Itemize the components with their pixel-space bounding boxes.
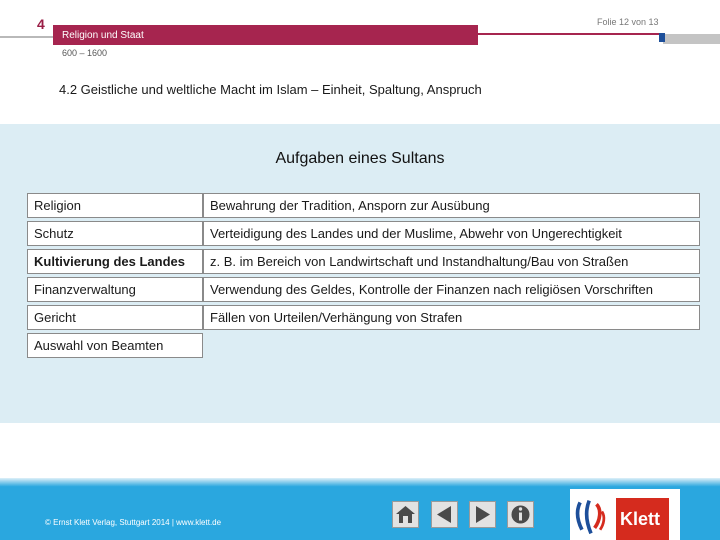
progress-marker [659,33,665,42]
home-icon [393,502,418,527]
chapter-number: 4 [37,16,45,32]
table-key-cell: Schutz [27,221,203,246]
header-line-right [478,33,663,35]
section-title: 4.2 Geistliche und weltliche Macht im Islam – Einheit, Spaltung, Anspruch [59,82,482,97]
table-value-cell: z. B. im Bereich von Landwirtschaft und Instandhaltung/Bau von Straßen [203,249,700,274]
slide-counter: Folie 12 von 13 [597,17,659,27]
header-line-left [0,36,53,38]
period-label: 600 – 1600 [62,48,108,58]
table-key-cell: Finanzverwaltung [27,277,203,302]
forward-button[interactable] [469,501,496,528]
home-button[interactable] [392,501,419,528]
table-key-cell: Gericht [27,305,203,330]
klett-emblem-icon [572,497,610,537]
header-tab [663,34,720,44]
table-value-cell: Fällen von Urteilen/Verhängung von Strafen [203,305,700,330]
table-key-cell: Auswahl von Beamten [27,333,203,358]
chapter-title: Religion und Staat [62,30,144,41]
info-button[interactable] [507,501,534,528]
table-key-cell: Religion [27,193,203,218]
copyright-text: © Ernst Klett Verlag, Stuttgart 2014 | www.klett.de [45,518,222,527]
info-icon [508,502,533,527]
table-title: Aufgaben eines Sultans [275,150,445,167]
klett-logo-text: Klett [620,509,660,529]
table-value-cell: Bewahrung der Tradition, Ansporn zur Ausübung [203,193,700,218]
back-button[interactable] [431,501,458,528]
table-value-cell: Verwendung des Geldes, Kontrolle der Finanzen nach religiösen Vorschriften [203,277,700,302]
table-value-cell: Verteidigung des Landes und der Muslime, Abwehr von Ungerechtigkeit [203,221,700,246]
table-key-cell: Kultivierung des Landes [27,249,203,274]
chapter-title-bar [53,25,478,45]
back-icon [432,502,457,527]
forward-icon [470,502,495,527]
